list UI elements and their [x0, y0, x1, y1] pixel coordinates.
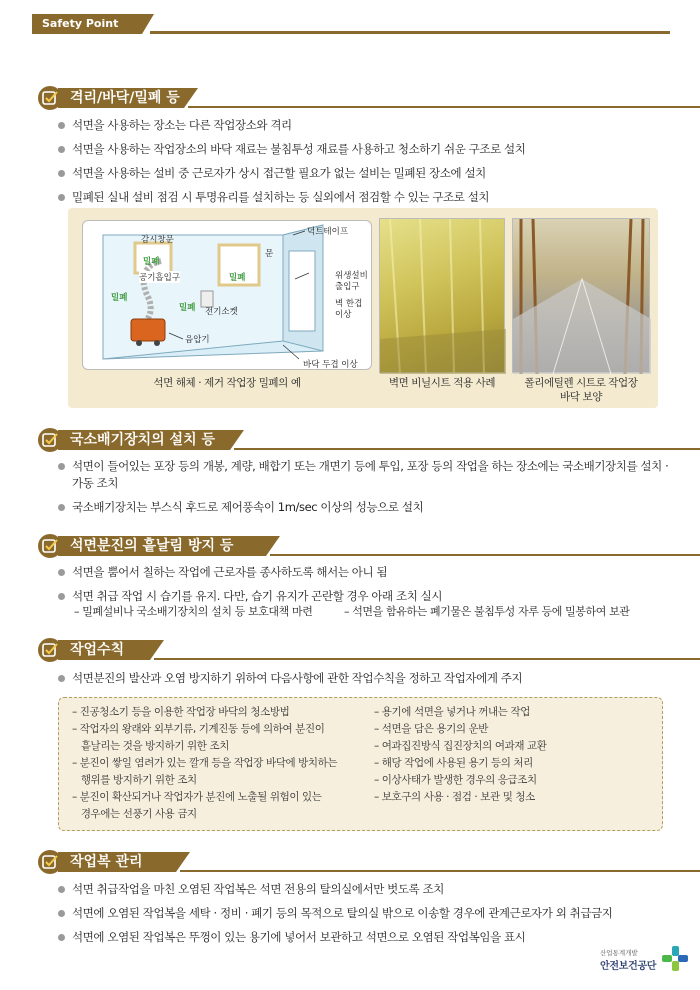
- diagram-label-exhaust: 음압기: [185, 335, 210, 345]
- rule-item: – 석면을 담은 용기의 운반: [374, 723, 489, 735]
- diagram-label-seal: 밀폐: [179, 303, 196, 313]
- section-rule: [188, 106, 700, 108]
- bullet-item: 석면이 들어있는 포장 등의 개봉, 계량, 배합기 또는 개면기 등에 투입, 포장 등의 작업을 하는 장소에는 국소배기장치를 설치 · 가동 조치: [58, 458, 678, 492]
- section-rule: [180, 870, 700, 872]
- bullet-item: 석면 취급 작업 시 습기를 유지. 다만, 습기 유지가 곤란할 경우 아래 조치 실시: [58, 588, 678, 605]
- diagram-label-hygiene: 위생설비 출입구: [335, 271, 368, 292]
- section-title: 작업수칙: [58, 640, 150, 660]
- rule-item: – 해당 작업에 사용된 용기 등의 처리: [374, 757, 533, 769]
- section-title: 작업복 관리: [58, 852, 176, 872]
- diagram-label-window: 감시창문: [141, 235, 174, 245]
- rule-item: 흩날리는 것을 방지하기 위한 조치: [72, 740, 229, 752]
- wall-vinyl-photo: [379, 218, 505, 373]
- org-name: 안전보건공단: [600, 961, 657, 972]
- cross-logo-icon: [662, 946, 688, 972]
- diagram-label-seal: 밀폐: [143, 257, 160, 267]
- section-rule: [234, 448, 700, 450]
- section-bullets-workwear: [58, 881, 678, 953]
- section-bullets-rules: [58, 670, 678, 694]
- bullet-item: 석면을 사용하는 장소는 다른 작업장소와 격리: [58, 117, 678, 134]
- bullet-item: 석면을 뿜어서 칠하는 작업에 근로자를 종사하도록 해서는 아니 됨: [58, 564, 678, 581]
- rule-item: – 여과집진방식 집진장치의 여과재 교환: [374, 740, 547, 752]
- bullet-item: 석면 취급작업을 마친 오염된 작업복은 석면 전용의 탈의실에서만 벗도록 조치: [58, 881, 678, 898]
- rule-item: – 이상사태가 발생한 경우의 응급조치: [374, 774, 537, 786]
- section-rule: [270, 554, 700, 556]
- diagram-caption: 석면 해체 · 제거 작업장 밀폐의 예: [153, 377, 301, 389]
- band-edge: [184, 88, 198, 108]
- work-rules-right: [374, 705, 654, 807]
- sub-item: – 석면을 함유하는 폐기물은 불침투성 자루 등에 밀봉하여 보관: [344, 605, 630, 618]
- rule-item: – 진공청소기 등을 이용한 작업장 바닥의 청소방법: [72, 706, 290, 718]
- org-small-text: 산업통계개발: [600, 949, 638, 957]
- bullet-item: 석면을 사용하는 작업장소의 바닥 재료는 불침투성 재료를 사용하고 청소하기 쉬운 구조로 설치: [58, 141, 678, 158]
- rule-item: – 작업자의 왕래와 외부기류, 기계진동 등에 의하여 분진이: [72, 723, 325, 735]
- rule-item: 경우에는 선풍기 사용 금지: [72, 808, 197, 820]
- bullet-item: 밀폐된 실내 설비 점검 시 투명유리를 설치하는 등 실외에서 점검할 수 있는 구조로 설치: [58, 189, 678, 206]
- rule-item: – 보호구의 사용 · 점검 · 보관 및 청소: [374, 791, 535, 803]
- bullet-item: 석면에 오염된 작업복은 뚜껑이 있는 용기에 넣어서 보관하고 석면으로 오염된 작업복임을 표시: [58, 929, 678, 946]
- section-bullets-isolation: [58, 117, 678, 213]
- floor-sheet-caption: 폴리에틸렌 시트로 작업장 바닥 보양: [524, 377, 638, 403]
- section-title: 격리/바닥/밀폐 등: [58, 88, 184, 108]
- bullet-item: 석면을 사용하는 설비 중 근로자가 상시 접근할 필요가 없는 설비는 밀폐된 장소에 설치: [58, 165, 678, 182]
- diagram-label-seal: 밀폐: [229, 273, 246, 283]
- sub-item: – 밀폐설비나 국소배기장치의 설치 등 보호대책 마련: [74, 605, 313, 618]
- section-title: 국소배기장치의 설치 등: [58, 430, 230, 450]
- diagram-label-inlet: 공기흡입구: [139, 273, 181, 283]
- kosha-logo: [600, 946, 690, 976]
- wall-vinyl-caption: 벽면 비닐시트 적용 사례: [388, 377, 496, 389]
- floor-sheet-photo: [512, 218, 650, 373]
- rule-item: 행위를 방지하기 위한 조치: [72, 774, 197, 786]
- diagram-label-door: 문: [265, 249, 274, 259]
- diagram-label-tape: 덕트테이프: [307, 227, 349, 237]
- band-edge: [176, 852, 190, 872]
- section-rule: [154, 658, 700, 660]
- section-title: 석면분진의 흩날림 방지 등: [58, 536, 266, 556]
- sealing-diagram: [82, 220, 372, 370]
- bullet-item: 석면분진의 발산과 오염 방지하기 위하여 다음사항에 관한 작업수칙을 정하고 작업자에게 주지: [58, 670, 678, 687]
- diagram-label-floor: 바닥 두겹 이상: [303, 360, 358, 370]
- work-rules-left: [72, 705, 362, 824]
- rule-item: – 분진이 쌓일 염려가 있는 깔개 등을 작업장 바닥에 방치하는: [72, 757, 338, 769]
- band-edge: [230, 430, 244, 450]
- band-edge: [266, 536, 280, 556]
- rule-item: – 분진이 확산되거나 작업자가 분진에 노출될 위험이 있는: [72, 791, 322, 803]
- bullet-item: 석면에 오염된 작업복을 세탁 · 정비 · 폐기 등의 목적으로 탈의실 밖으로 이송할 경우에 관계근로자가 외 취급금지: [58, 905, 678, 922]
- safety-point-tab: Safety Point: [32, 14, 142, 34]
- section-bullets-ventilation: [58, 458, 678, 523]
- band-edge: [150, 640, 164, 660]
- top-bar: [0, 14, 700, 34]
- diagram-label-seal: 밀폐: [111, 293, 128, 303]
- diagram-label-socket: 전기소켓: [205, 307, 238, 317]
- top-rule: [150, 31, 670, 34]
- rule-item: – 용기에 석면을 넣거나 꺼내는 작업: [374, 706, 530, 718]
- diagram-label-wall: 벽 한겹 이상: [335, 299, 363, 320]
- bullet-item: 국소배기장치는 부스식 후드로 제어풍속이 1m/sec 이상의 성능으로 설치: [58, 499, 678, 516]
